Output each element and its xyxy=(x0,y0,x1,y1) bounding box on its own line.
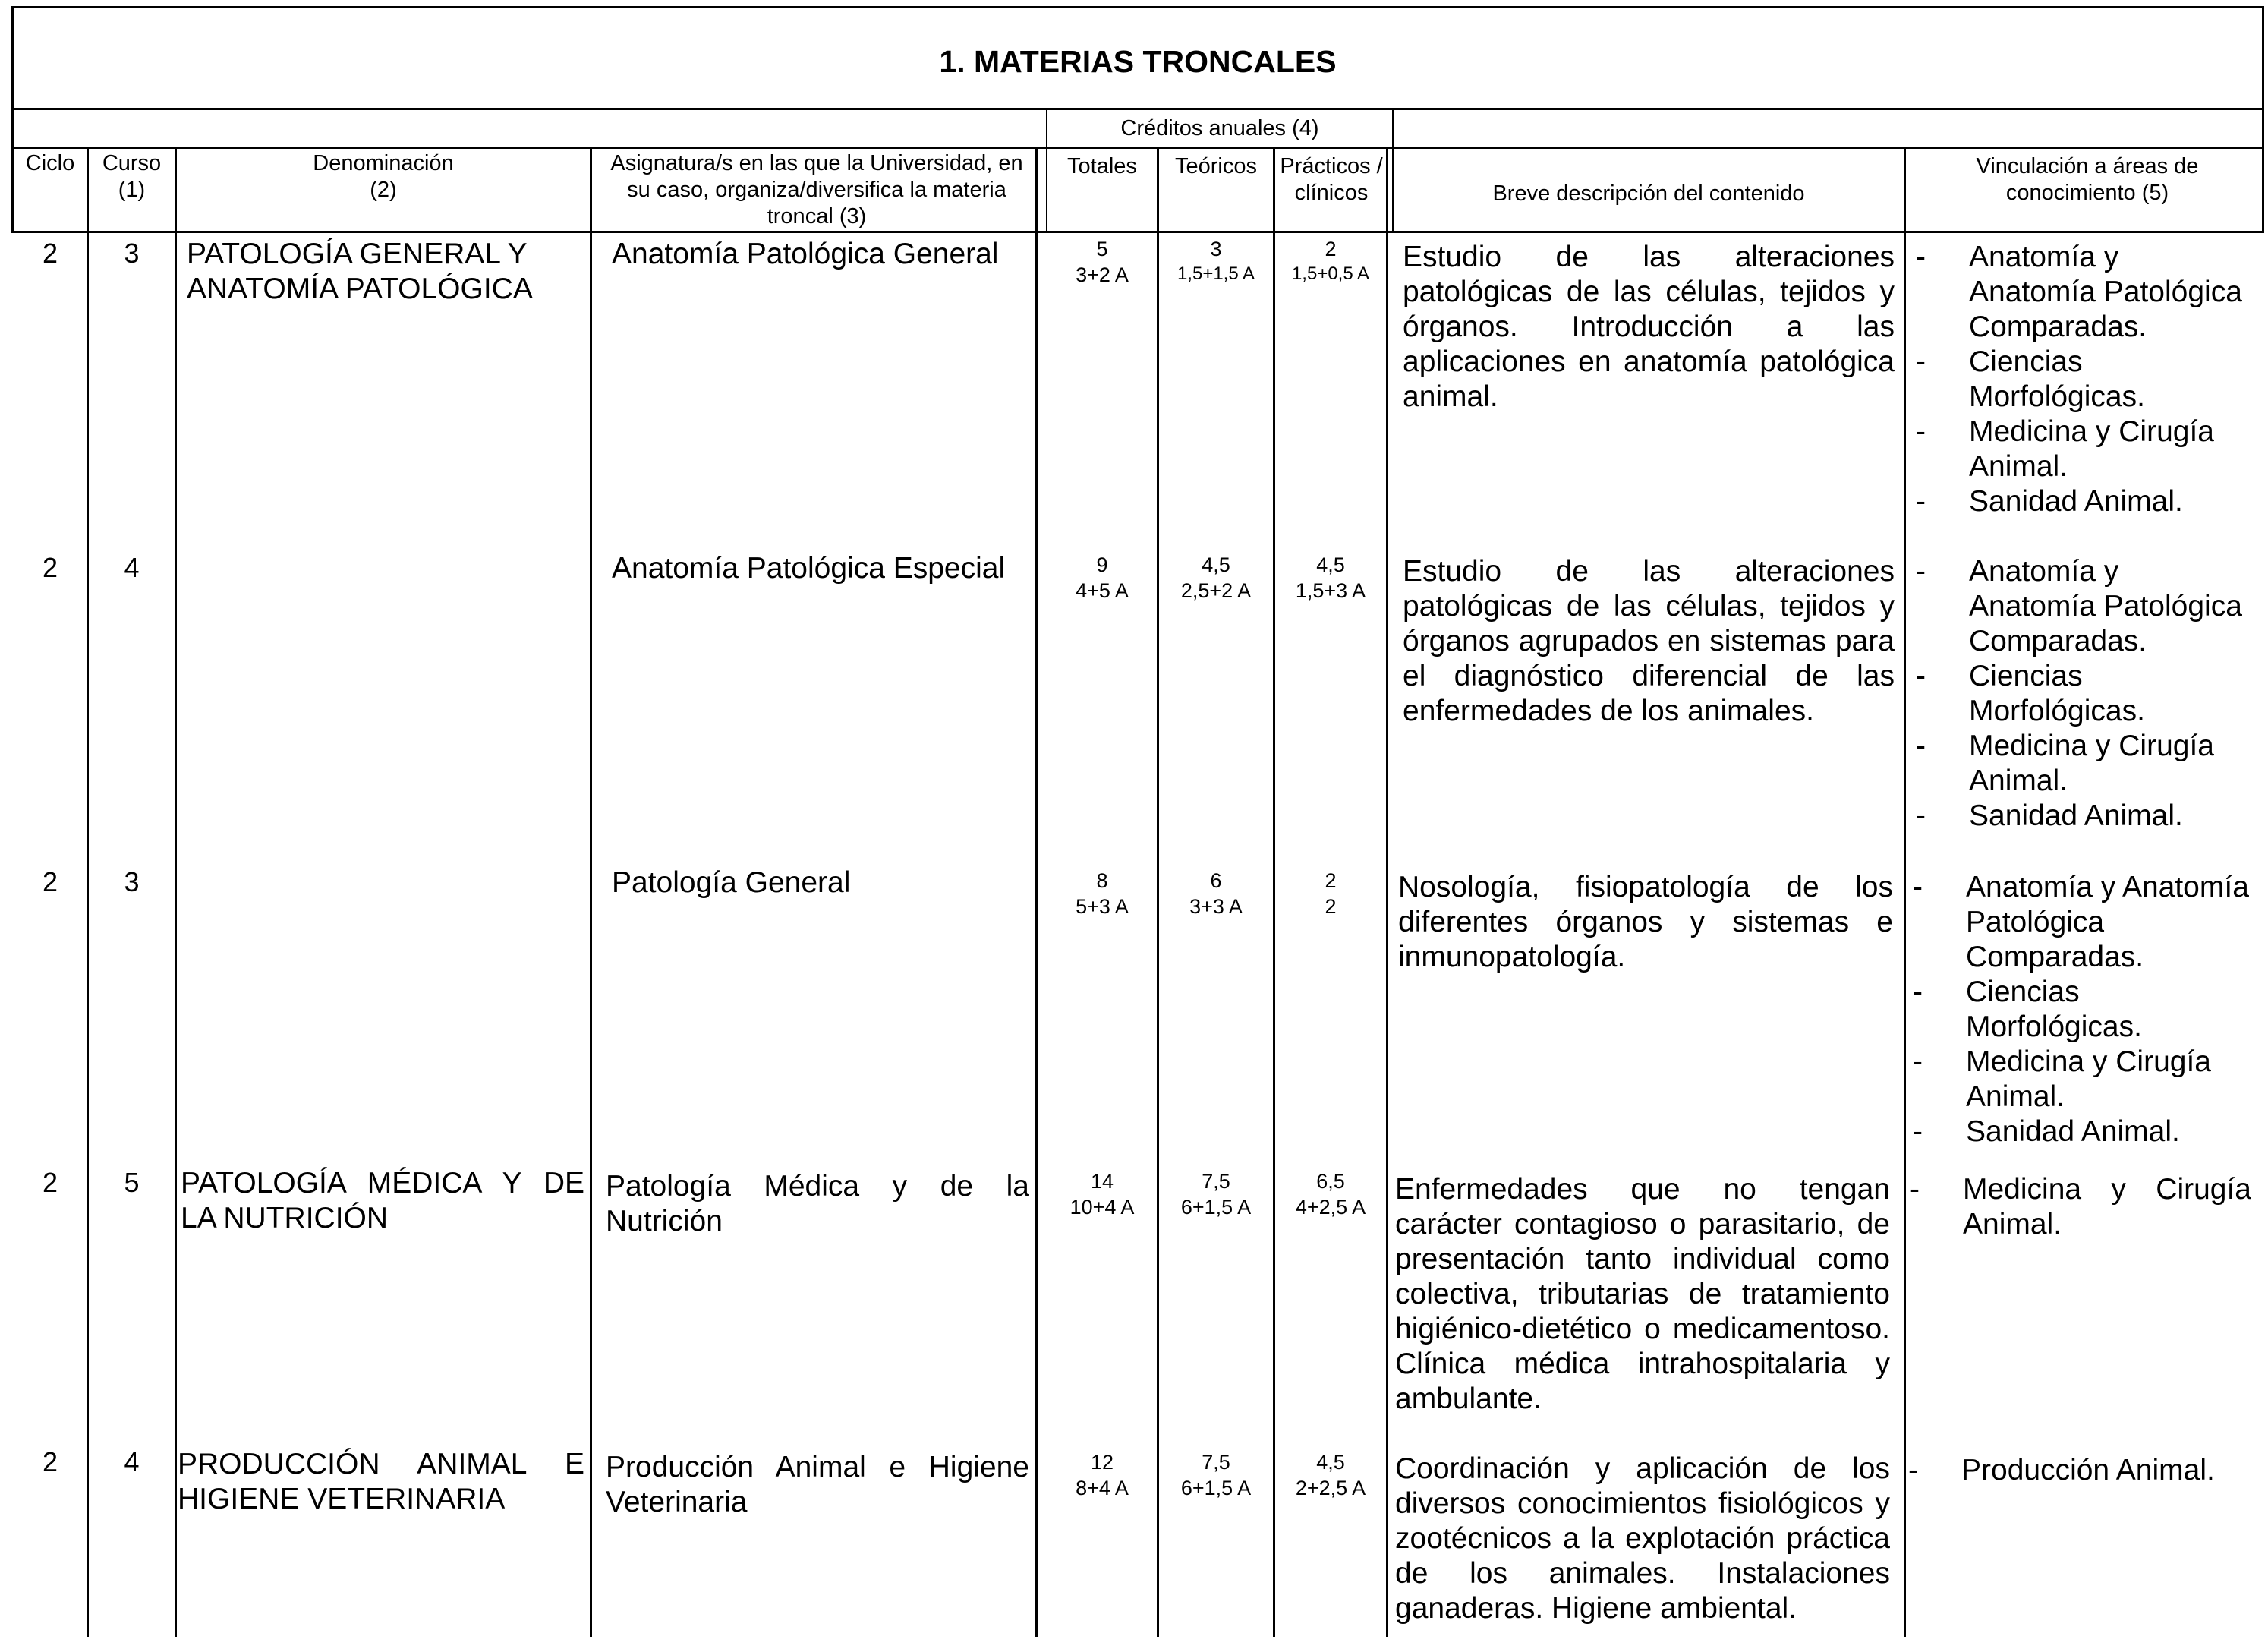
row1-descripcion: Estudio de las alteraciones patológicas de las células, tejidos y órganos. Introducción a las aplicaciones en anatomía patológica animal. xyxy=(1403,241,1895,414)
row4-areas xyxy=(1910,1172,2251,1242)
header-curso: Curso xyxy=(102,151,162,175)
area-item: - Medicina y Cirugía Animal. xyxy=(1916,730,2214,798)
row3-descripcion: Nosología, fisiopatología de los diferentes órganos y sistemas e inmunopatología. xyxy=(1398,871,1893,974)
header-curso-note: (1) xyxy=(118,178,146,202)
row4-practicos: 6,5 xyxy=(1316,1170,1345,1193)
header-practicos: Prácticos / clínicos xyxy=(1280,154,1383,205)
row1-teoricos: 3 xyxy=(1210,238,1222,260)
area-item: - Producción Animal. xyxy=(1908,1454,2215,1486)
row3-teoricos-sub: 3+3 A xyxy=(1189,895,1243,918)
column-rule-asignatura xyxy=(1035,147,1038,1637)
row3-totales-sub: 5+3 A xyxy=(1076,895,1129,918)
row2-totales: 9 xyxy=(1096,553,1108,576)
creditos-group-header: Créditos anuales (4) xyxy=(1120,116,1319,140)
area-item: - Medicina y Cirugía Animal. xyxy=(1913,1045,2211,1114)
header-teoricos: Teóricos xyxy=(1175,154,1257,178)
row5-totales: 12 xyxy=(1090,1451,1114,1474)
row2-asignatura: Anatomía Patológica Especial xyxy=(612,552,1006,585)
area-item: - Sanidad Animal. xyxy=(1913,1115,2180,1149)
row2-areas xyxy=(1916,554,2250,834)
row2-practicos: 4,5 xyxy=(1316,553,1345,576)
row5-descripcion: Coordinación y aplicación de los diversos conocimientos fisiológicos y zootécnicos a la explotación práctica de los animales. Instalaciones ganaderas. Higiene ambiental. xyxy=(1395,1452,1890,1625)
row3-curso: 3 xyxy=(124,866,140,897)
row2-ciclo: 2 xyxy=(42,552,58,583)
row4-totales: 14 xyxy=(1090,1170,1114,1193)
row4-ciclo: 2 xyxy=(42,1167,58,1198)
row5-teoricos-sub: 6+1,5 A xyxy=(1180,1477,1252,1499)
row4-asignatura: Patología Médica y de la Nutrición xyxy=(606,1170,1029,1238)
row2-curso: 4 xyxy=(124,552,140,583)
row4-totales-sub: 10+4 A xyxy=(1069,1196,1135,1219)
area-item: - Sanidad Animal. xyxy=(1916,799,2183,833)
area-item: - Ciencias Morfológicas. xyxy=(1916,345,2145,414)
group-header-separator xyxy=(11,147,2264,149)
row5-curso: 4 xyxy=(124,1446,140,1477)
area-item: - Sanidad Animal. xyxy=(1916,485,2183,519)
header-descripcion: Breve descripción del contenido xyxy=(1492,181,1805,206)
table-top-border xyxy=(11,6,2264,8)
row3-areas xyxy=(1913,870,2250,1149)
area-item: - Anatomía y Anatomía Patológica Comparadas. xyxy=(1916,555,2242,658)
row4-curso: 5 xyxy=(124,1167,140,1198)
header-denominacion: Denominación xyxy=(313,151,454,175)
column-rule-denominacion xyxy=(590,147,592,1637)
row4-teoricos-sub: 6+1,5 A xyxy=(1180,1196,1252,1219)
row4-denominacion: PATOLOGÍA MÉDICA Y DE LA NUTRICIÓN xyxy=(181,1167,584,1235)
row3-asignatura: Patología General xyxy=(612,866,851,899)
row1-areas xyxy=(1916,240,2250,519)
area-item: - Anatomía y Anatomía Patológica Comparadas. xyxy=(1913,871,2249,974)
row1-practicos: 2 xyxy=(1325,238,1337,260)
row2-teoricos-sub: 2,5+2 A xyxy=(1180,579,1252,602)
column-rule-practicos xyxy=(1386,147,1388,1637)
row3-totales: 8 xyxy=(1096,869,1108,892)
row3-teoricos: 6 xyxy=(1210,869,1222,892)
row5-practicos-sub: 2+2,5 A xyxy=(1295,1477,1366,1499)
row1-totales-sub: 3+2 A xyxy=(1076,263,1129,286)
header-vinculacion: Vinculación a áreas de conocimiento (5) xyxy=(1976,154,2199,205)
header-totales: Totales xyxy=(1067,154,1137,178)
row1-ciclo: 2 xyxy=(42,238,58,269)
table-right-border xyxy=(2262,6,2264,232)
column-rule-curso xyxy=(175,147,177,1637)
page-title: 1. MATERIAS TRONCALES xyxy=(939,44,1337,79)
header-ciclo: Ciclo xyxy=(25,151,75,175)
area-item: - Anatomía y Anatomía Patológica Comparadas. xyxy=(1916,241,2242,344)
row5-practicos: 4,5 xyxy=(1316,1451,1345,1474)
row1-teoricos-sub: 1,5+1,5 A xyxy=(1177,263,1255,284)
row1-totales: 5 xyxy=(1096,238,1108,260)
row2-totales-sub: 4+5 A xyxy=(1076,579,1129,602)
row1-curso: 3 xyxy=(124,238,140,269)
title-separator xyxy=(11,108,2264,110)
row5-totales-sub: 8+4 A xyxy=(1076,1477,1129,1499)
row5-areas xyxy=(1908,1453,2250,1488)
table-left-border-top xyxy=(11,6,14,232)
row5-denominacion: PRODUCCIÓN ANIMAL E HIGIENE VETERINARIA xyxy=(178,1448,584,1516)
row4-practicos-sub: 4+2,5 A xyxy=(1295,1196,1366,1219)
row2-descripcion: Estudio de las alteraciones patológicas de las células, tejidos y órganos agrupados en sistemas para el diagnóstico diferencial de las enfermedades de los animales. xyxy=(1403,555,1895,728)
row5-teoricos: 7,5 xyxy=(1202,1451,1230,1474)
row3-practicos: 2 xyxy=(1325,869,1337,892)
area-item: - Medicina y Cirugía Animal. xyxy=(1910,1173,2251,1241)
row4-descripcion: Enfermedades que no tengan carácter contagioso o parasitario, de presentación tanto individual como colectiva, tributarias de tratamiento higiénico-dietético o medicamentoso. Clínica médica intrahospitalaria y ambulante. xyxy=(1395,1173,1890,1416)
row1-asignatura: Anatomía Patológica General xyxy=(612,238,999,270)
header-bottom-rule xyxy=(11,231,2264,233)
row3-practicos-sub: 2 xyxy=(1325,895,1337,918)
row3-ciclo: 2 xyxy=(42,866,58,897)
row1-practicos-sub: 1,5+0,5 A xyxy=(1291,263,1370,284)
row2-practicos-sub: 1,5+3 A xyxy=(1295,579,1366,602)
header-denominacion-note: (2) xyxy=(370,178,397,202)
column-rule-descripcion xyxy=(1904,147,1906,1637)
area-item: - Ciencias Morfológicas. xyxy=(1916,660,2145,728)
row5-asignatura: Producción Animal e Higiene Veterinaria xyxy=(606,1451,1029,1519)
row2-teoricos: 4,5 xyxy=(1202,553,1230,576)
credits-group-right-rule xyxy=(1392,108,1394,232)
row4-teoricos: 7,5 xyxy=(1202,1170,1230,1193)
area-item: - Medicina y Cirugía Animal. xyxy=(1916,415,2214,484)
row5-ciclo: 2 xyxy=(42,1446,58,1477)
header-asignatura: Asignatura/s en las que la Universidad, en su caso, organiza/diversifica la materia troncal (3) xyxy=(610,151,1023,229)
area-item: - Ciencias Morfológicas. xyxy=(1913,976,2142,1044)
row1-denominacion: PATOLOGÍA GENERAL Y ANATOMÍA PATOLÓGICA xyxy=(187,238,533,306)
